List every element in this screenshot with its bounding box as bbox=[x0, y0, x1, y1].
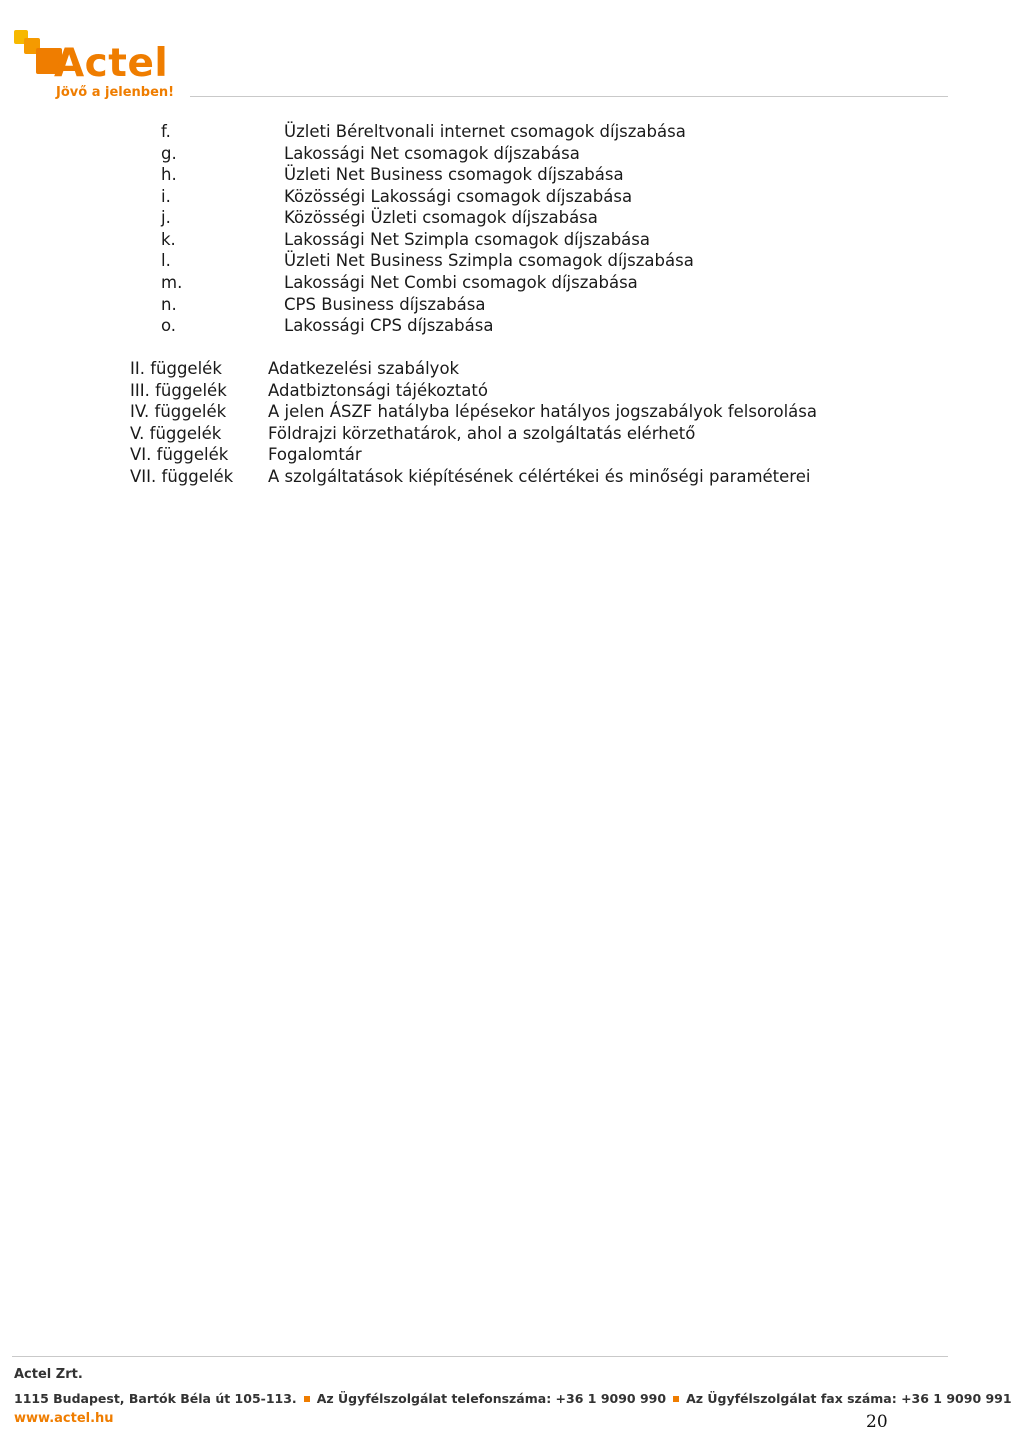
toc-item-letter: h. bbox=[161, 165, 177, 184]
appendix-title: Földrajzi körzethatárok, ahol a szolgáltatás elérhető bbox=[268, 424, 696, 443]
footer-contact-line bbox=[14, 1391, 1012, 1407]
header-divider bbox=[190, 96, 948, 97]
footer-address: 1115 Budapest, Bartók Béla út 105-113. bbox=[14, 1391, 297, 1406]
toc-item-title: Lakossági Net Combi csomagok díjszabása bbox=[284, 273, 638, 292]
appendix-label: V. függelék bbox=[130, 424, 222, 443]
logo-tagline: Jövő a jelenben! bbox=[56, 85, 175, 100]
actel-logo bbox=[12, 28, 190, 102]
footer-divider bbox=[12, 1356, 948, 1357]
logo-wordmark: Actel bbox=[54, 41, 169, 86]
footer-company: Actel Zrt. bbox=[14, 1367, 83, 1382]
appendix-label: VI. függelék bbox=[130, 445, 229, 464]
toc-item-title: Üzleti Béreltvonali internet csomagok díjszabása bbox=[284, 122, 686, 141]
toc-item-letter: l. bbox=[161, 251, 171, 270]
bullet-square-icon bbox=[304, 1396, 310, 1402]
appendix-label: VII. függelék bbox=[130, 467, 234, 486]
toc-item-letter: i. bbox=[161, 187, 171, 206]
toc-item-title: Közösségi Üzleti csomagok díjszabása bbox=[284, 208, 598, 227]
toc-item-letter: n. bbox=[161, 295, 177, 314]
toc-item-title: Lakossági CPS díjszabása bbox=[284, 316, 494, 335]
appendix-label: III. függelék bbox=[130, 381, 227, 400]
toc-item-title: Közösségi Lakossági csomagok díjszabása bbox=[284, 187, 633, 206]
toc-item-letter: g. bbox=[161, 144, 177, 163]
footer-phone: Az Ügyfélszolgálat telefonszáma: +36 1 9090 990 bbox=[316, 1391, 667, 1406]
toc-item-letter: m. bbox=[161, 273, 183, 292]
appendix-title: A szolgáltatások kiépítésének célértékei és minőségi paraméterei bbox=[268, 467, 811, 486]
page-number: 20 bbox=[866, 1412, 888, 1432]
toc-item-title: Lakossági Net csomagok díjszabása bbox=[284, 144, 580, 163]
toc-item-letter: f. bbox=[161, 122, 171, 141]
toc-item-letter: k. bbox=[161, 230, 176, 249]
toc-item-title: Üzleti Net Business Szimpla csomagok díjszabása bbox=[284, 251, 694, 270]
toc-item-title: Lakossági Net Szimpla csomagok díjszabása bbox=[284, 230, 651, 249]
footer-website-link[interactable]: www.actel.hu bbox=[14, 1411, 114, 1426]
footer-fax: Az Ügyfélszolgálat fax száma: +36 1 9090 991 bbox=[686, 1391, 1012, 1406]
appendix-title: Adatbiztonsági tájékoztató bbox=[268, 381, 488, 400]
appendix-label: II. függelék bbox=[130, 359, 222, 378]
toc-item-letter: o. bbox=[161, 316, 177, 335]
toc-item-title: Üzleti Net Business csomagok díjszabása bbox=[284, 165, 624, 184]
bullet-square-icon bbox=[673, 1396, 679, 1402]
appendix-title: Fogalomtár bbox=[268, 445, 362, 464]
appendix-title: A jelen ÁSZF hatályba lépésekor hatályos jogszabályok felsorolása bbox=[268, 402, 817, 421]
appendix-title: Adatkezelési szabályok bbox=[268, 359, 460, 378]
appendix-label: IV. függelék bbox=[130, 402, 227, 421]
toc-item-title: CPS Business díjszabása bbox=[284, 295, 486, 314]
toc-item-letter: j. bbox=[161, 208, 171, 227]
